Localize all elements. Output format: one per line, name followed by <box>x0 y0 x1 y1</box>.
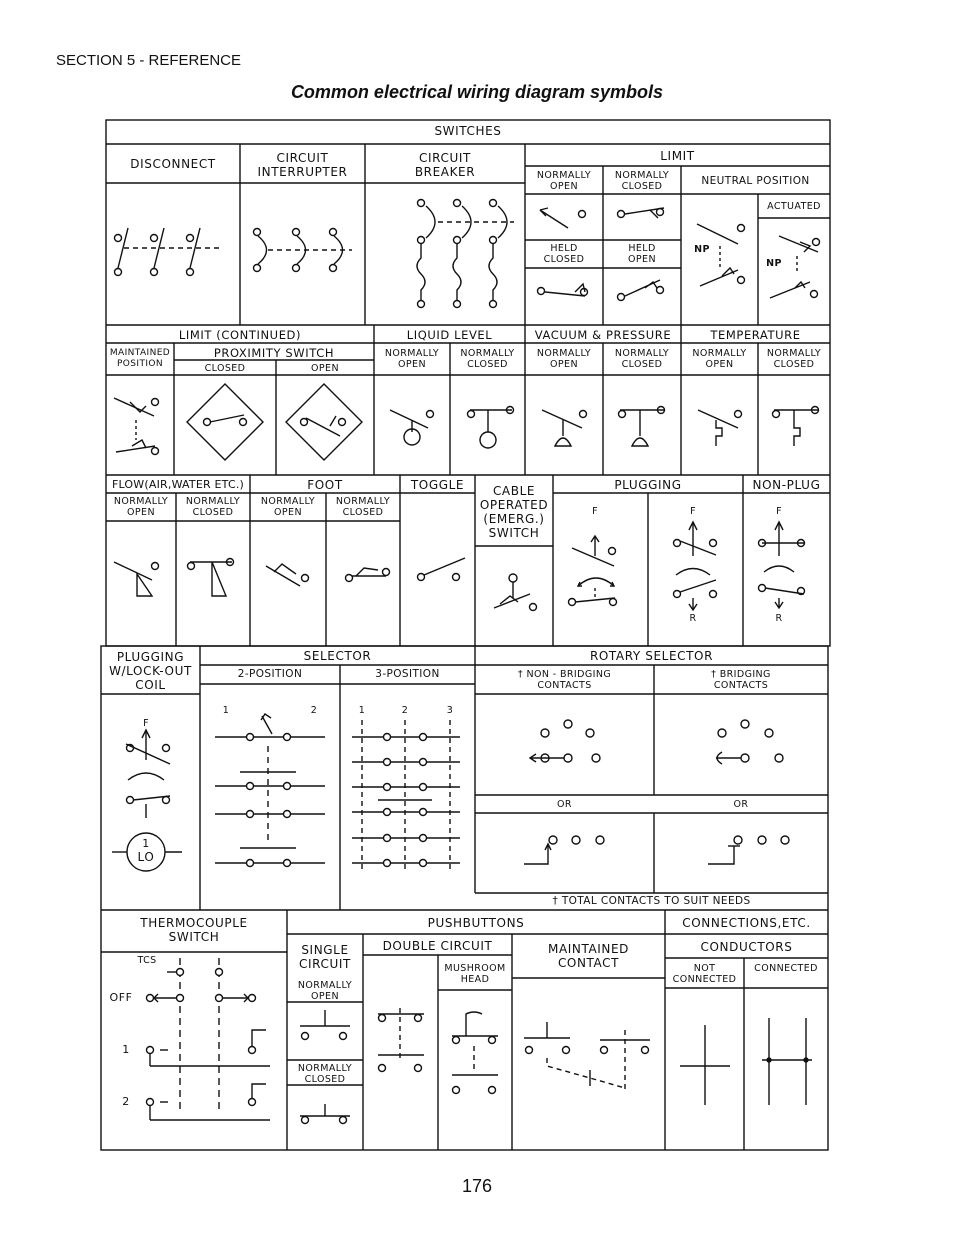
maintained-position-label: MAINTAINED POSITION <box>109 348 171 369</box>
selector3-1-label: 1 <box>358 705 366 716</box>
off-label: OFF <box>109 991 133 1004</box>
foot-label: FOOT <box>307 478 343 492</box>
liquid-level-symbols <box>390 407 514 449</box>
circuit-breaker-label: CIRCUIT BREAKER <box>414 151 476 179</box>
temperature-label: TEMPERATURE <box>710 328 801 342</box>
np-label: NP <box>694 244 710 255</box>
vacuum-pressure-label: VACUUM & PRESSURE <box>534 328 672 342</box>
liquid-no-label: NORMALLY OPEN <box>384 348 440 370</box>
section-label: SECTION 5 - REFERENCE <box>56 52 242 69</box>
connections-label: CONNECTIONS,ETC. <box>682 916 811 930</box>
maintained-contact-label: MAINTAINED CONTACT <box>547 942 630 970</box>
tcs-label: TCS <box>137 955 157 966</box>
circuit-interrupter-symbol <box>254 229 353 272</box>
coil-one-label: 1 <box>142 837 150 850</box>
vacuum-nc-label: NORMALLY CLOSED <box>614 348 670 370</box>
disconnect-label: DISCONNECT <box>130 157 216 171</box>
temperature-nc-label: NORMALLY CLOSED <box>766 348 822 370</box>
pb-nc-label: NORMALLY CLOSED <box>297 1063 353 1085</box>
selector3-3-label: 3 <box>446 705 454 716</box>
liquid-nc-label: NORMALLY CLOSED <box>460 348 515 370</box>
mushroom-head-label: MUSHROOM HEAD <box>444 963 506 985</box>
non-plug-f-label: F <box>776 506 782 517</box>
page-number: 176 <box>461 1176 493 1196</box>
rotary-selector-label: ROTARY SELECTOR <box>589 649 714 663</box>
held-open-label: HELD OPEN <box>628 243 656 265</box>
switches-header: SWITCHES <box>434 124 502 138</box>
actuated-label: ACTUATED <box>767 201 821 212</box>
proximity-closed-label: CLOSED <box>204 363 246 374</box>
foot-no-label: NORMALLY OPEN <box>260 496 316 518</box>
plugging2-f-label: F <box>690 506 696 517</box>
conductor-symbols <box>680 1018 812 1105</box>
selector2-2-label: 2 <box>310 705 318 716</box>
thermocouple-symbol <box>147 958 271 1120</box>
disconnect-symbol <box>115 228 221 276</box>
selector2-1-label: 1 <box>222 705 230 716</box>
plugging-label: PLUGGING <box>614 478 682 492</box>
plugging-r-label: R <box>689 613 697 624</box>
non-bridging-label: † NON - BRIDGING CONTACTS <box>517 669 612 691</box>
non-plug-label: NON-PLUG <box>752 478 821 492</box>
selector-2pos-label: 2-POSITION <box>237 668 303 680</box>
foot-switch-symbols <box>266 564 390 586</box>
toggle-switch-symbol <box>418 558 466 581</box>
thermocouple-label: THERMOCOUPLE SWITCH <box>140 916 248 944</box>
table-grid <box>101 120 830 1150</box>
proximity-switch-symbols <box>187 384 362 460</box>
vacuum-no-label: NORMALLY OPEN <box>536 348 592 370</box>
bridging-label: † BRIDGING CONTACTS <box>711 669 771 691</box>
conductors-label: CONDUCTORS <box>700 940 793 954</box>
maintained-position-symbol <box>114 398 159 455</box>
proximity-open-label: OPEN <box>311 363 339 374</box>
proximity-switch-label: PROXIMITY SWITCH <box>213 346 335 360</box>
cable-operated-symbol <box>494 574 537 611</box>
or-label-right: OR <box>733 799 749 810</box>
double-circuit-label: DOUBLE CIRCUIT <box>382 939 493 953</box>
selector-3pos-label: 3-POSITION <box>375 668 440 680</box>
cable-operated-label: CABLE OPERATED (EMERG.) SWITCH <box>479 484 549 540</box>
single-circuit-label: SINGLE CIRCUIT <box>299 943 351 971</box>
selector-3-position-symbol <box>352 720 460 870</box>
or-label-left: OR <box>557 799 572 810</box>
flow-switch-symbols <box>114 559 234 597</box>
foot-nc-label: NORMALLY CLOSED <box>335 496 391 518</box>
np-label-actuated: NP <box>766 258 782 269</box>
pushbuttons-label: PUSHBUTTONS <box>427 916 525 930</box>
plugging-symbol <box>569 522 717 610</box>
connected-label: CONNECTED <box>754 963 818 974</box>
pb-no-label: NORMALLY OPEN <box>297 980 353 1002</box>
lockout-f-label: F <box>143 718 149 729</box>
limit-label: LIMIT <box>660 149 695 163</box>
limit-nc-label: NORMALLY CLOSED <box>614 170 670 192</box>
circuit-breaker-symbol <box>417 200 514 308</box>
flow-nc-label: NORMALLY CLOSED <box>185 496 241 518</box>
non-plug-symbol <box>759 522 805 608</box>
neutral-position-label: NEUTRAL POSITION <box>701 175 810 187</box>
rotary-selector-symbols <box>524 720 789 864</box>
flow-no-label: NORMALLY OPEN <box>113 496 169 518</box>
page-title: Common electrical wiring diagram symbols <box>290 82 664 102</box>
circuit-interrupter-label: CIRCUIT INTERRUPTER <box>257 151 348 179</box>
selector-2-position-symbol <box>215 714 325 867</box>
limit-no-label: NORMALLY OPEN <box>536 170 592 192</box>
rotary-note-label: † TOTAL CONTACTS TO SUIT NEEDS <box>552 895 751 907</box>
held-closed-label: HELD CLOSED <box>543 243 585 265</box>
toggle-label: TOGGLE <box>410 478 465 492</box>
plugging-f-label: F <box>592 506 598 517</box>
temperature-no-label: NORMALLY OPEN <box>692 348 747 370</box>
selector-label: SELECTOR <box>303 649 372 663</box>
plugging-lockout-label: PLUGGING W/LOCK-OUT COIL <box>109 650 192 692</box>
limit-continued-label: LIMIT (CONTINUED) <box>178 328 302 342</box>
coil-lo-label: LO <box>137 850 155 864</box>
non-plug-r-label: R <box>775 613 783 624</box>
selector3-2-label: 2 <box>401 705 409 716</box>
liquid-level-label: LIQUID LEVEL <box>406 328 493 342</box>
flow-label: FLOW(AIR,WATER ETC.) <box>111 478 245 491</box>
tc-1-label: 1 <box>122 1043 130 1056</box>
not-connected-label: NOT CONNECTED <box>672 963 737 985</box>
tc-2-label: 2 <box>122 1095 130 1108</box>
